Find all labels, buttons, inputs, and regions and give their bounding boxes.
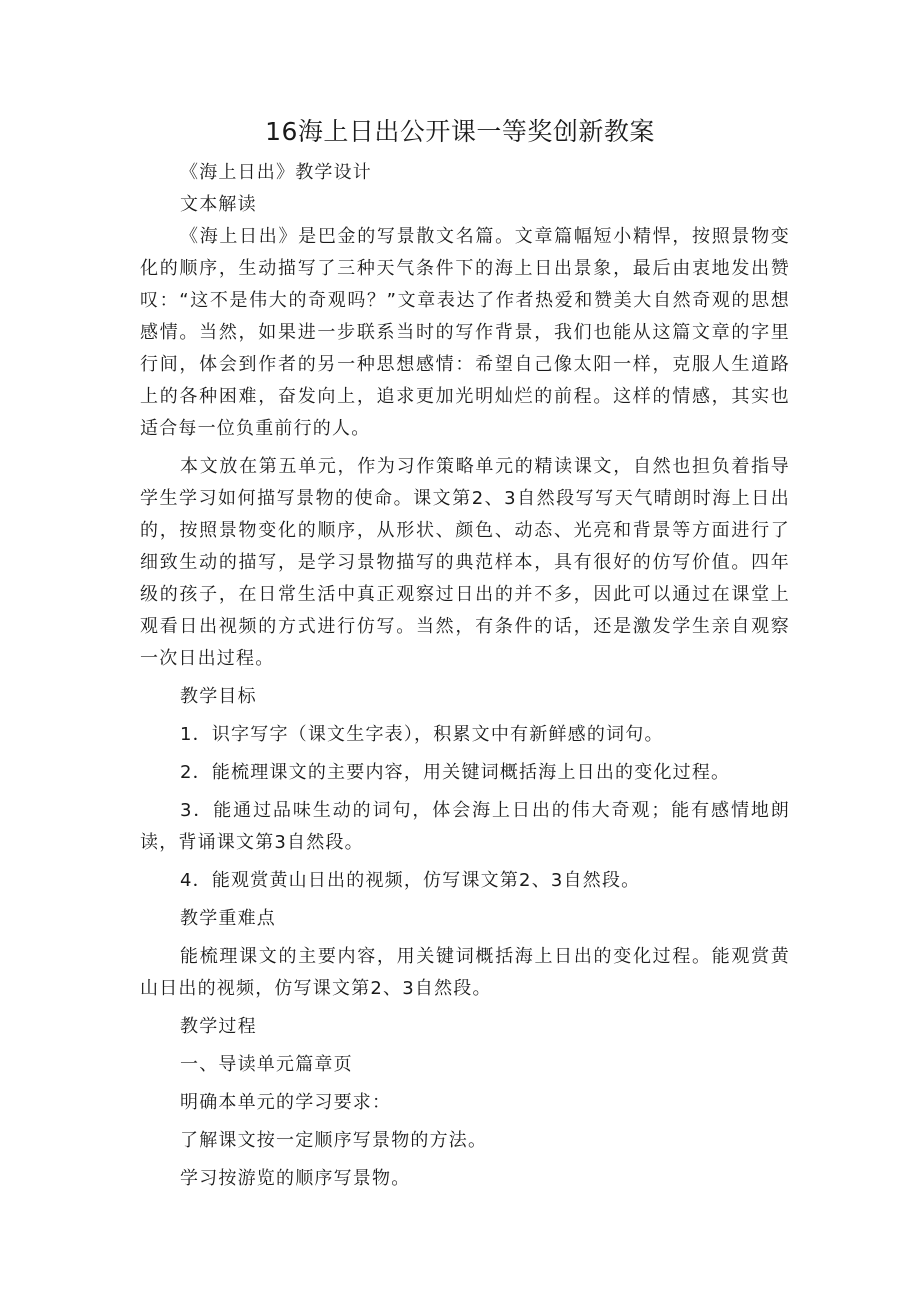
goal-item-3: 3．能通过品味生动的词句，体会海上日出的伟大奇观；能有感情地朗读，背诵课文第3自然段。: [140, 800, 790, 853]
goal-item-4: 4．能观赏黄山日出的视频，仿写课文第2、3自然段。: [180, 870, 641, 891]
goal-item-2: 2．能梳理课文的主要内容，用关键词概括海上日出的变化过程。: [180, 762, 731, 783]
section-heading-process: 教学过程: [180, 1016, 257, 1037]
section-heading-text-reading: 文本解读: [180, 194, 257, 215]
subtitle: 《海上日出》教学设计: [180, 162, 372, 183]
process-requirement-1: 了解课文按一定顺序写景物的方法。: [180, 1130, 488, 1151]
process-requirement-2: 学习按游览的顺序写景物。: [180, 1168, 411, 1189]
process-step-1: 一、导读单元篇章页: [180, 1054, 353, 1075]
document-body: [140, 157, 790, 1195]
section-heading-goals: 教学目标: [180, 686, 257, 707]
paragraph-key-points: 能梳理课文的主要内容，用关键词概括海上日出的变化过程。能观赏黄山日出的视频，仿写课文第2、3自然段。: [140, 946, 790, 999]
goal-item-1: 1．识字写字（课文生字表），积累文中有新鲜感的词句。: [180, 724, 664, 745]
paragraph-text-reading-2: 本文放在第五单元，作为习作策略单元的精读课文，自然也担负着指导学生学习如何描写景物的使命。课文第2、3自然段写写天气晴朗时海上日出的，按照景物变化的顺序，从形状、颜色、动态、光亮和背景等方面进行了细致生动的描写，是学习景物描写的典范样本，具有很好的仿写价值。四年级的孩子，在日常生活中真正观察过日出的并不多，因此可以通过在课堂上观看日出视频的方式进行仿写。当然，有条件的话，还是激发学生亲自观察一次日出过程。: [140, 456, 790, 669]
paragraph-text-reading-1: 《海上日出》是巴金的写景散文名篇。文章篇幅短小精悍，按照景物变化的顺序，生动描写了三种天气条件下的海上日出景象，最后由衷地发出赞叹：“这不是伟大的奇观吗？”文章表达了作者热爱和赞美大自然奇观的思想感情。当然，如果进一步联系当时的写作背景，我们也能从这篇文章的字里行间，体会到作者的另一种思想感情：希望自己像太阳一样，克服人生道路上的各种困难，奋发向上，追求更加光明灿烂的前程。这样的情感，其实也适合每一位负重前行的人。: [140, 226, 790, 439]
document-title: 16海上日出公开课一等奖创新教案: [265, 117, 655, 146]
process-requirements-intro: 明确本单元的学习要求：: [180, 1092, 392, 1113]
section-heading-key-points: 教学重难点: [180, 908, 276, 929]
